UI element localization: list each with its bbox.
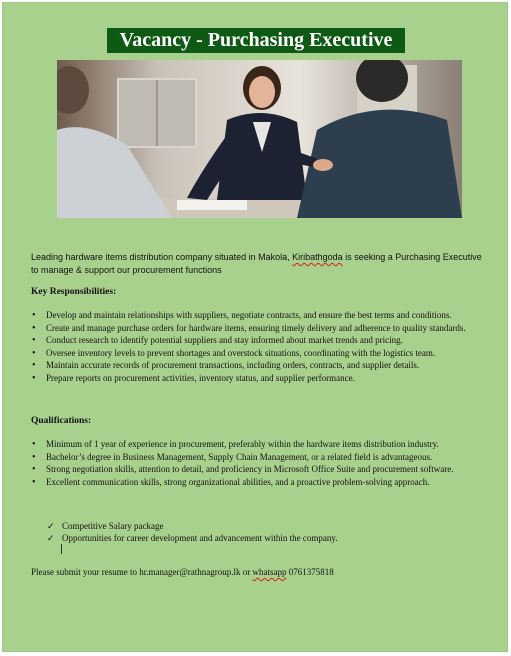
qualifications-list xyxy=(31,439,483,489)
handshake-photo xyxy=(57,60,462,218)
closing-phone: 0761375818 xyxy=(286,567,334,577)
checkmark-icon: ✓ xyxy=(47,533,55,543)
list-item: • Develop and maintain relationships with suppliers, negotiate contracts, and ensure the best terms and conditions. xyxy=(31,310,483,321)
spellcheck-flagged-word: Kiribathgoda xyxy=(292,252,343,262)
benefits-list xyxy=(47,520,467,544)
benefit-text: Opportunities for career development and advancement within the company. xyxy=(62,533,338,543)
list-item: • Prepare reports on procurement activities, inventory status, and supplier performance. xyxy=(31,373,483,384)
intro-text-continued: is seeking a Purchasing Executive to manage & support our procurement functions xyxy=(31,252,482,275)
closing-text: Please submit your resume to hr.manager@rathnagroup.lk or xyxy=(31,567,253,577)
list-item: • Oversee inventory levels to prevent shortages and overstock situations, coordinating with the logistics team. xyxy=(31,348,483,359)
text-cursor xyxy=(61,544,62,554)
checkmark-icon: ✓ xyxy=(47,521,55,531)
qualifications-heading: Qualifications: xyxy=(31,416,92,426)
spellcheck-flagged-word: whatsapp xyxy=(252,567,287,577)
list-item: • Maintain accurate records of procurement transactions, including orders, contracts, and supplier details. xyxy=(31,360,483,371)
list-item: • Create and manage purchase orders for hardware items, ensuring timely delivery and adherence to quality standards. xyxy=(31,323,483,334)
list-item: • Excellent communication skills, strong organizational abilities, and a proactive problem-solving approach. xyxy=(31,477,483,488)
intro-paragraph xyxy=(31,251,483,277)
list-item xyxy=(47,532,467,544)
intro-text: Leading hardware items distribution company situated in Makola, xyxy=(31,252,293,262)
list-item: • Conduct research to identify potential suppliers and stay informed about market trends and pricing. xyxy=(31,335,483,346)
list-item: • Bachelor’s degree in Business Management, Supply Chain Management, or a related field is advantageous. xyxy=(31,452,483,463)
list-item: • Minimum of 1 year of experience in procurement, preferably within the hardware items distribution industry. xyxy=(31,439,483,450)
benefit-text: Competitive Salary package xyxy=(62,521,164,531)
document-page xyxy=(2,2,508,652)
list-item: • Strong negotiation skills, attention to detail, and proficiency in Microsoft Office Suite and procurement software. xyxy=(31,464,483,475)
closing-paragraph xyxy=(31,566,491,578)
responsibilities-list xyxy=(31,310,483,385)
list-item xyxy=(47,520,467,532)
responsibilities-heading: Key Responsibilities: xyxy=(31,287,117,297)
vacancy-title: Vacancy - Purchasing Executive xyxy=(107,28,405,53)
